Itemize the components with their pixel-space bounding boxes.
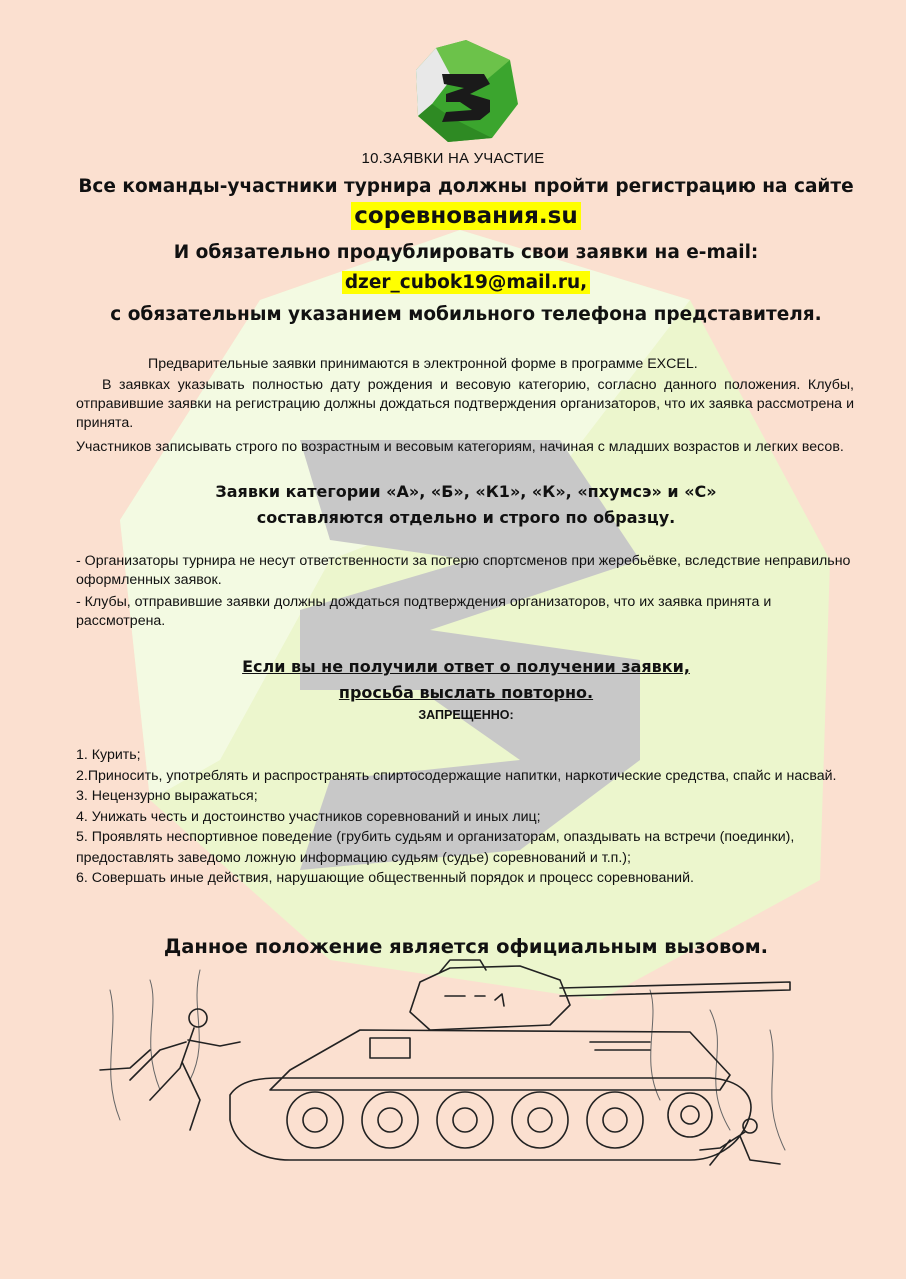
categories-heading-1: Заявки категории «А», «Б», «К1», «К», «пхумсэ» и «С» <box>215 482 717 501</box>
list-item: 2.Приносить, употреблять и распространять спиртосодержащие напитки, наркотические средства, спайс и насвай. <box>76 767 837 784</box>
z-logo-icon <box>412 38 520 146</box>
official-call-line: Данное положение является официальным вызовом. <box>163 935 769 958</box>
list-item: 5. Проявлять неспортивное поведение (грубить судьям и организаторам, опаздывать на встречи (поединки), предоставлять заведомо ложную информацию судьям (судье) соревнований и т.п.); <box>76 829 795 866</box>
phone-line: с обязательным указанием мобильного телефона представителя. <box>110 304 822 325</box>
email-row <box>0 272 906 293</box>
forbidden-title: ЗАПРЕЩЕННО: <box>418 708 514 722</box>
paragraph-categories-order: Участников записывать строго по возрастным и весовым категориям, начиная с младших возрастов и легких весов. <box>76 439 844 455</box>
site-line <box>0 203 906 229</box>
section-title: 10.ЗАЯВКИ НА УЧАСТИЕ <box>361 150 545 167</box>
list-item: 4. Унижать честь и достоинство участников соревнований и иных лиц; <box>76 808 541 825</box>
resend-heading-2: просьба выслать повторно. <box>338 683 594 702</box>
list-item: 6. Совершать иные действия, нарушающие общественный порядок и процесс соревнований. <box>76 870 694 886</box>
email-link[interactable]: dzer_cubok19@mail.ru, <box>342 271 590 294</box>
paragraph-excel: Предварительные заявки принимаются в электронной форме в программе EXCEL. <box>148 356 698 372</box>
registration-line: Все команды-участники турнира должны пройти регистрацию на сайте <box>78 176 854 197</box>
site-link[interactable]: соревнования.su <box>351 202 580 230</box>
note-responsibility: - Организаторы турнира не несут ответственности за потерю спортсменов при жеребьёвке, вследствие неправильно оформленных заявок. <box>76 553 851 588</box>
paragraph-birthdate: В заявках указывать полностью дату рождения и весовую категорию, согласно данного положения. Клубы, отправившие заявки на регистрацию должны дождаться подтверждения организаторов, что их заявка рассмотрена и принята. <box>76 377 854 431</box>
tank-illustration-icon <box>90 950 810 1180</box>
resend-heading-1: Если вы не получили ответ о получении заявки, <box>242 657 690 676</box>
list-item: 3. Нецензурно выражаться; <box>76 788 258 804</box>
note-confirmation: - Клубы, отправившие заявки должны дождаться подтверждения организаторов, что их заявка принята и рассмотрена. <box>76 594 772 629</box>
categories-heading-2: составляются отдельно и строго по образцу. <box>256 508 676 527</box>
list-item: 1. Курить; <box>76 747 141 763</box>
email-line: И обязательно продублировать свои заявки на e-mail: <box>173 242 759 263</box>
forbidden-list <box>76 745 866 889</box>
